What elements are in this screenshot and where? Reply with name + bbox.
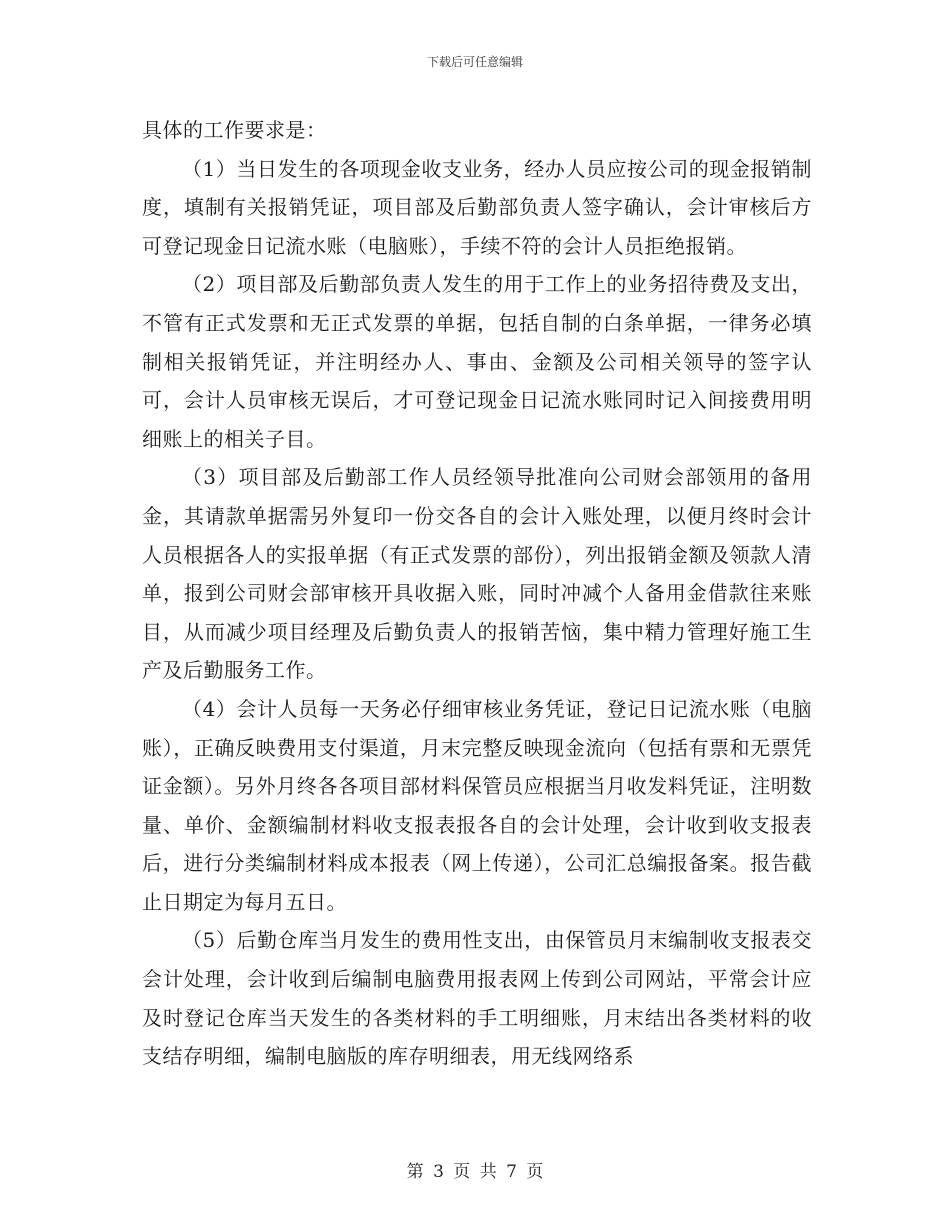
document-body [142,111,812,1076]
page-header: 下载后可任意编辑 [426,55,523,69]
intro-line: 具体的工作要求是： [142,118,327,142]
paragraph-1: （1）当日发生的各项现金收支业务，经办人员应按公司的现金报销制度，填制有关报销凭证，项目部及后勤部负责人签字确认，会计审核后方可登记现金日记流水账（电脑账），手续不符的会计人员拒绝报销。 [142,156,812,258]
paragraph-4: （4）会计人员每一天务必仔细审核业务凭证，登记日记流水账（电脑账），正确反映费用支付渠道，月末完整反映现金流向（包括有票和无票凭证金额）。另外月终各各项目部材料保管员应根据当月收发料凭证，注明数量、单价、金额编制材料收支报表报各自的会计处理，会计收到收支报表后，进行分类编制材料成本报表（网上传递），公司汇总编报备案。报告截止日期定为每月五日。 [142,696,812,914]
page-number: 第 3 页 共 7 页 [406,1162,544,1182]
paragraph-3: （3）项目部及后勤部工作人员经领导批准向公司财会部领用的备用金，其请款单据需另外复印一份交各自的会计入账处理，以便月终时会计人员根据各人的实报单据（有正式发票的部份），列出报销金额及领款人清单，报到公司财会部审核开具收据入账，同时冲减个人备用金借款往来账目，从而减少项目经理及后勤负责人的报销苦恼，集中精力管理好施工生产及后勤服务工作。 [142,465,812,683]
paragraph-5: （5）后勤仓库当月发生的费用性支出，由保管员月末编制收支报表交会计处理，会计收到后编制电脑费用报表网上传到公司网站，平常会计应及时登记仓库当天发生的各类材料的手工明细账，月末结出各类材料的收支结存明细，编制电脑版的库存明细表，用无线网络系 [142,928,812,1069]
paragraph-2: （2）项目部及后勤部负责人发生的用于工作上的业务招待费及支出，不管有正式发票和无正式发票的单据，包括自制的白条单据，一律务必填制相关报销凭证，并注明经办人、事由、金额及公司相关领导的签字认可，会计人员审核无误后，才可登记现金日记流水账同时记入间接费用明细账上的相关子目。 [142,272,812,451]
